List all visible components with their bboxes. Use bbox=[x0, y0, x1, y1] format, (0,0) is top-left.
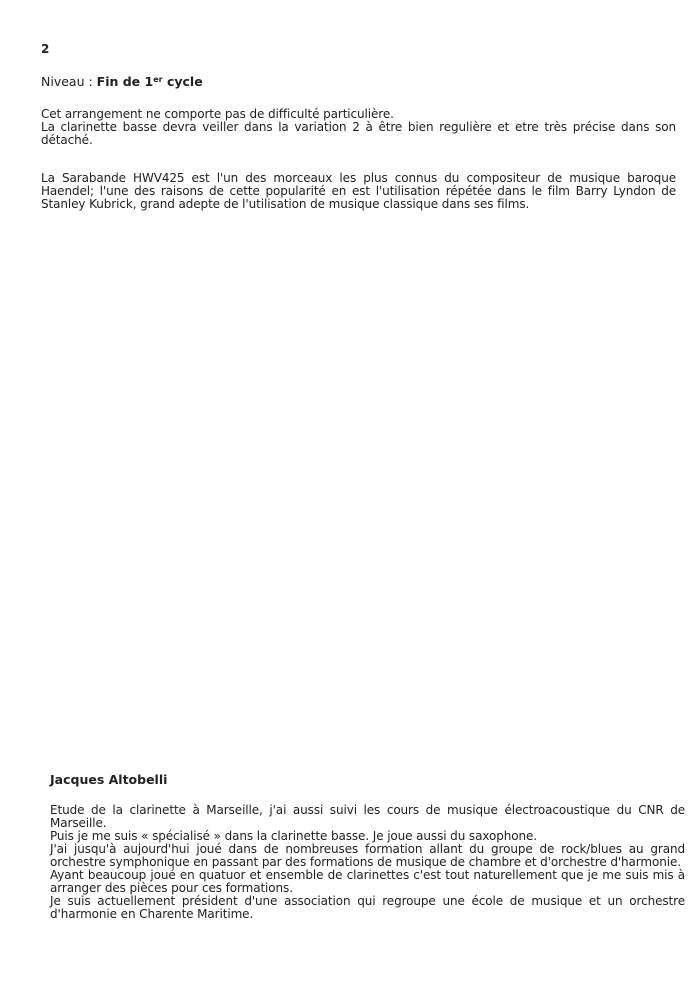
intro-line-2: La clarinette basse devra veiller dans la variation 2 à être bien regulière et etre très précise dans son détaché. bbox=[41, 120, 676, 147]
author-bio bbox=[50, 804, 685, 921]
level-value: Fin de 1er cycle bbox=[96, 74, 203, 89]
level-line bbox=[41, 75, 203, 88]
intro-paragraph bbox=[41, 108, 676, 147]
level-label: Niveau : bbox=[41, 74, 97, 89]
description-paragraph bbox=[41, 172, 676, 211]
bio-line-4: Ayant beaucoup joué en quatuor et ensemble de clarinettes c'est tout naturellement que je me suis mis à arranger des pièces pour ces formations. bbox=[50, 868, 685, 895]
author-name: Jacques Altobelli bbox=[50, 772, 168, 787]
page-number: 2 bbox=[41, 42, 50, 56]
intro-line-1: Cet arrangement ne comporte pas de difficulté particulière. bbox=[41, 107, 394, 121]
bio-line-5: Je suis actuellement président d'une association qui regroupe une école de musique et un orchestre d'harmonie en Charente Maritime. bbox=[50, 894, 685, 921]
description-text: La Sarabande HWV425 est l'un des morceaux les plus connus du compositeur de musique baroque Haendel; l'une des raisons de cette popularité en est l'utilisation répétée dans le film Barry Lyndon de Stanley Kubrick, grand adepte de l'utilisation de musique classique dans ses films. bbox=[41, 171, 676, 211]
bio-line-3: J'ai jusqu'à aujourd'hui joué dans de nombreuses formation allant du groupe de rock/blues au grand orchestre symphonique en passant par des formations de musique de chambre et d'orchestre d'harmonie. bbox=[50, 842, 685, 869]
bio-line-1: Etude de la clarinette à Marseille, j'ai aussi suivi les cours de musique électroacoustique du CNR de Marseille. bbox=[50, 803, 685, 830]
bio-line-2: Puis je me suis « spécialisé » dans la clarinette basse. Je joue aussi du saxophone. bbox=[50, 829, 537, 843]
